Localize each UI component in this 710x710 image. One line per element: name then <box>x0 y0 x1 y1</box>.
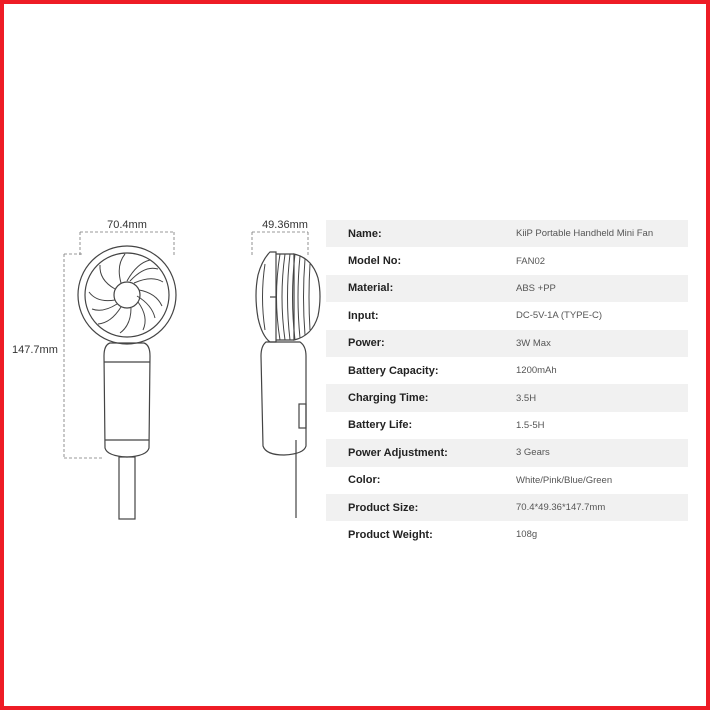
spec-row-battery-life <box>326 412 688 439</box>
depth-dimension <box>252 219 308 256</box>
spec-row-name <box>326 220 688 247</box>
spec-row-product-weight <box>326 521 688 548</box>
spec-value: 70.4*49.36*147.7mm <box>516 502 606 514</box>
spec-value: 3W Max <box>516 337 551 349</box>
spec-label: Color: <box>348 474 381 487</box>
spec-row-charging-time <box>326 384 688 411</box>
fan-grille <box>263 254 311 340</box>
width-label: 70.4mm <box>107 219 147 231</box>
spec-value: 108g <box>516 529 538 541</box>
spec-value: ABS +PP <box>516 282 556 294</box>
spec-value: 3 Gears <box>516 447 550 459</box>
spec-value: KiiP Portable Handheld Mini Fan <box>516 228 654 240</box>
spec-label: Product Weight: <box>348 528 433 541</box>
spec-value: FAN02 <box>516 255 546 267</box>
front-view <box>78 246 176 519</box>
spec-label: Charging Time: <box>348 392 429 405</box>
spec-label: Product Size: <box>348 501 419 514</box>
spec-table <box>326 220 688 549</box>
fan-blades <box>89 254 163 333</box>
spec-label: Material: <box>348 282 394 295</box>
spec-row-battery-capacity <box>326 357 688 384</box>
spec-row-material <box>326 275 688 302</box>
spec-row-power <box>326 330 688 357</box>
spec-value: 1200mAh <box>516 365 557 377</box>
width-dimension <box>80 219 174 256</box>
spec-label: Name: <box>348 227 382 240</box>
spec-label: Input: <box>348 309 379 322</box>
spec-row-model <box>326 247 688 274</box>
height-label: 147.7mm <box>12 344 58 356</box>
spec-value: DC-5V-1A (TYPE-C) <box>516 310 603 322</box>
spec-label: Power: <box>348 337 385 350</box>
spec-label: Model No: <box>348 255 402 268</box>
spec-label: Power Adjustment: <box>348 446 448 459</box>
spec-row-input <box>326 302 688 329</box>
depth-label: 49.36mm <box>262 219 308 231</box>
spec-label: Battery Life: <box>348 419 413 432</box>
spec-label: Battery Capacity: <box>348 364 439 377</box>
spec-value: 3.5H <box>516 392 537 404</box>
height-dimension <box>12 254 104 458</box>
spec-row-product-size <box>326 494 688 521</box>
spec-value: White/Pink/Blue/Green <box>516 474 613 486</box>
side-view <box>256 252 320 518</box>
spec-row-power-adjustment <box>326 439 688 466</box>
spec-value: 1.5-5H <box>516 419 545 431</box>
spec-row-color <box>326 467 688 494</box>
